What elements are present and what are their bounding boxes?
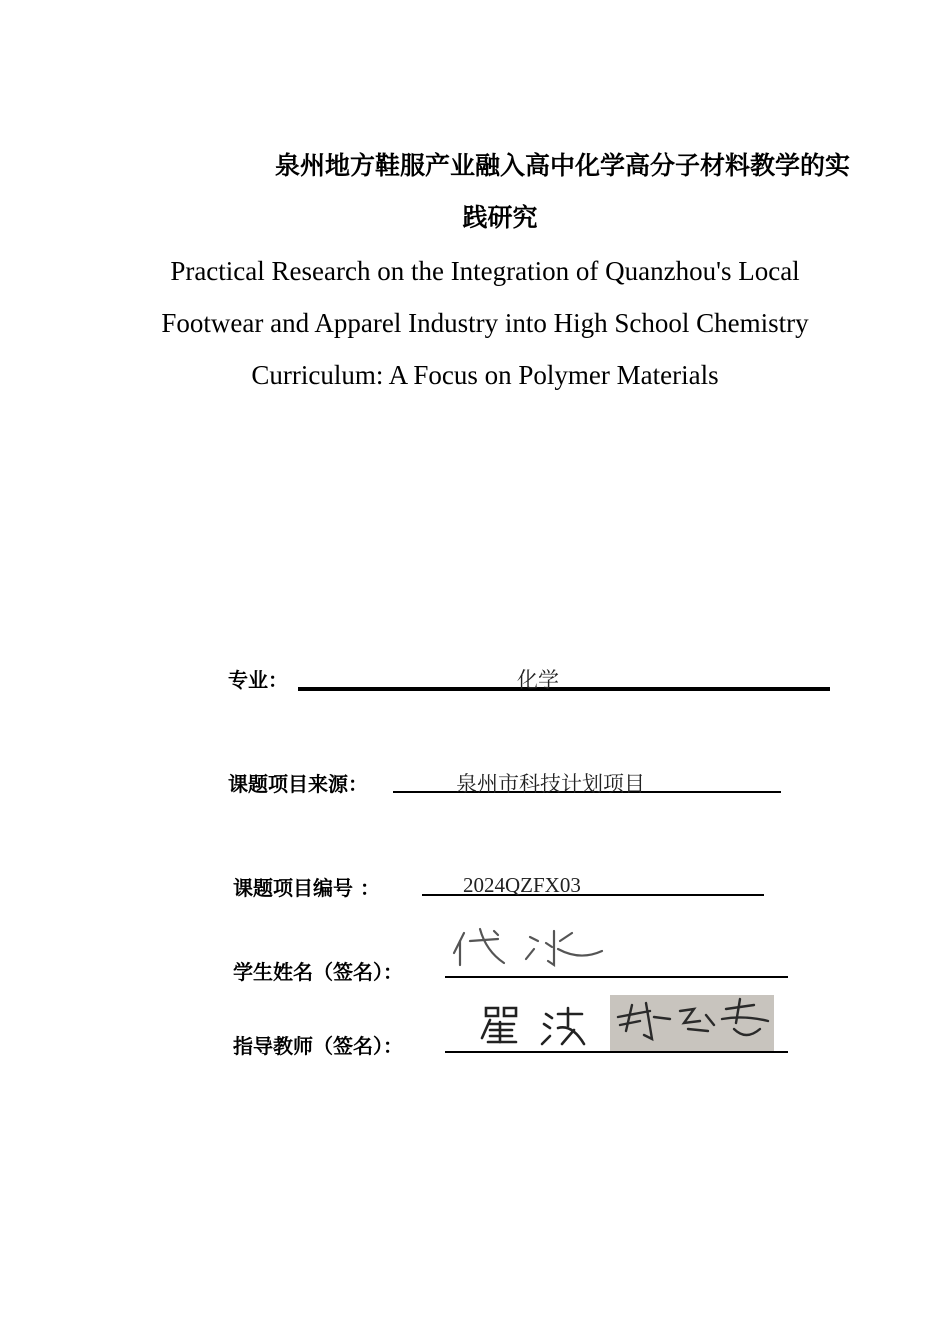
title-english xyxy=(110,245,860,401)
student-signature-image xyxy=(450,925,610,970)
major-label: 专业： xyxy=(228,668,288,692)
student-signature-label: 学生姓名（签名）： xyxy=(233,960,403,984)
advisor-signature-image-2 xyxy=(610,995,774,1051)
number-value: 2024QZFX03 xyxy=(463,873,581,897)
student-signature-underline xyxy=(445,976,788,978)
title-english-line-1: Practical Research on the Integration of Quanzhou's Local xyxy=(170,256,800,286)
advisor-signature-label: 指导教师（签名）： xyxy=(233,1034,403,1058)
title-chinese xyxy=(150,140,850,244)
title-chinese-line-1: 泉州地方鞋服产业融入高中化学高分子材料教学的实 xyxy=(274,151,850,180)
title-english-line-2: Footwear and Apparel Industry into High School Chemistry xyxy=(161,308,809,338)
title-english-line-3: Curriculum: A Focus on Polymer Materials xyxy=(251,360,719,390)
source-label: 课题项目来源： xyxy=(228,772,368,796)
major-value: 化学 xyxy=(517,668,559,692)
major-underline xyxy=(298,687,830,691)
number-label: 课题项目编号 ： xyxy=(233,876,380,900)
advisor-signature-underline xyxy=(445,1051,788,1053)
source-value: 泉州市科技计划项目 xyxy=(456,772,645,796)
advisor-signature-image-1 xyxy=(478,1004,588,1048)
title-chinese-line-2: 践研究 xyxy=(462,203,538,232)
